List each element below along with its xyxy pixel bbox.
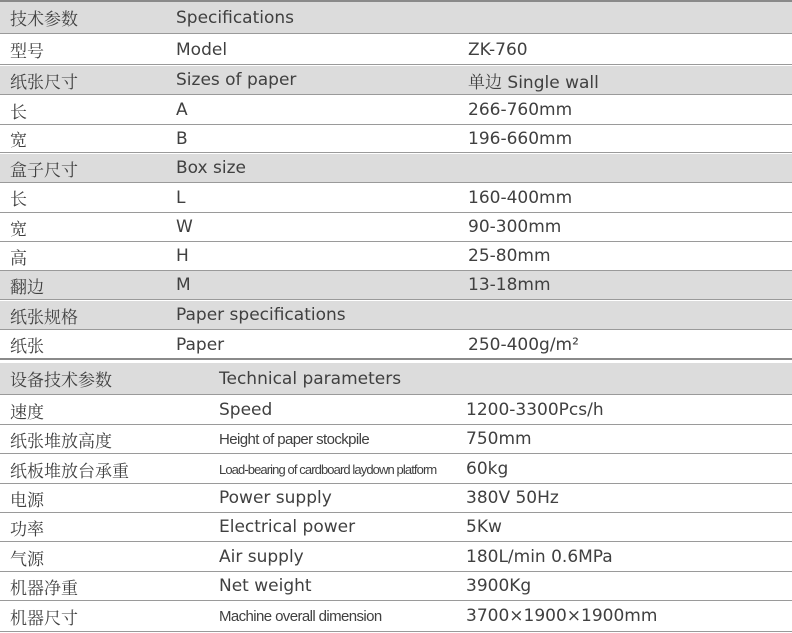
row-value: 266-760mm: [468, 100, 573, 120]
row-label-en: B: [176, 128, 188, 149]
row-value: 250-400g/m²: [468, 334, 579, 355]
spec-row: [0, 96, 792, 125]
row-label-en: Electrical power: [219, 517, 356, 537]
spec-row: [0, 271, 792, 300]
spec-row: [0, 425, 792, 454]
row-label-en: M: [176, 275, 191, 295]
row-label-en: Technical parameters: [219, 368, 402, 389]
row-label-en: Sizes of paper: [176, 70, 297, 90]
row-label-en: Air supply: [219, 547, 304, 567]
row-label-en: Paper specifications: [176, 305, 346, 325]
row-value: 1200-3300Pcs/h: [466, 400, 604, 420]
spec-row: [0, 213, 792, 242]
spec-row: [0, 154, 792, 183]
row-label-cn: 宽: [10, 131, 27, 151]
row-value: 25-80mm: [468, 246, 551, 266]
row-label-en: Net weight: [219, 576, 312, 596]
spec-row: [0, 601, 792, 632]
row-label-cn: 纸张规格: [10, 307, 78, 328]
spec-row: [0, 2, 792, 34]
row-label-cn: 气源: [10, 549, 44, 570]
row-label-cn: 纸板堆放台承重: [10, 461, 129, 482]
row-label-en: Machine overall dimension: [219, 607, 382, 625]
row-value: 196-660mm: [468, 128, 573, 149]
row-value: 750mm: [466, 429, 532, 449]
row-value: 180L/min 0.6MPa: [466, 547, 613, 567]
row-label-cn: 纸张尺寸: [10, 72, 78, 93]
row-label-en: A: [176, 100, 188, 120]
spec-row: [0, 183, 792, 213]
row-label-cn: 设备技术参数: [10, 371, 112, 391]
row-label-cn: 长: [10, 102, 27, 123]
row-label-cn: 翻边: [10, 277, 44, 298]
row-label-en: Model: [176, 39, 228, 60]
row-label-en: Speed: [219, 400, 273, 420]
spec-row: [0, 513, 792, 542]
row-label-cn: 长: [10, 190, 27, 210]
row-label-en: Load-bearing of cardboard laydown platform: [219, 461, 437, 477]
spec-row: [0, 543, 792, 572]
spec-row: [0, 363, 792, 395]
row-label-en: Paper: [176, 334, 225, 355]
row-value: ZK-760: [468, 39, 528, 60]
row-label-cn: 纸张堆放高度: [10, 431, 112, 452]
row-value: 90-300mm: [468, 217, 562, 237]
spec-row: [0, 331, 792, 360]
row-value: 单边 Single wall: [468, 72, 599, 93]
spec-row: [0, 572, 792, 601]
spec-row: [0, 125, 792, 153]
row-label-cn: 速度: [10, 402, 44, 423]
row-label-cn: 电源: [10, 490, 44, 511]
row-label-cn: 功率: [10, 519, 44, 540]
row-label-cn: 技术参数: [10, 10, 78, 30]
spec-row: [0, 301, 792, 330]
spec-row: [0, 242, 792, 271]
row-label-cn: 纸张: [10, 337, 44, 357]
spec-row: [0, 35, 792, 65]
row-label-en: Height of paper stockpile: [219, 430, 370, 448]
row-value: 3700×1900×1900mm: [466, 606, 658, 626]
spec-row: [0, 484, 792, 513]
row-value: 380V 50Hz: [466, 488, 559, 508]
row-label-en: H: [176, 246, 189, 266]
row-label-en: Power supply: [219, 488, 332, 508]
spec-row: [0, 396, 792, 425]
row-label-en: W: [176, 217, 193, 237]
spec-row: [0, 455, 792, 484]
row-label-en: Box size: [176, 158, 246, 178]
row-label-en: L: [176, 187, 186, 208]
spec-row: [0, 66, 792, 95]
row-label-cn: 盒子尺寸: [10, 160, 78, 181]
row-label-en: Specifications: [176, 7, 295, 28]
row-value: 60kg: [466, 459, 509, 479]
row-value: 5Kw: [466, 517, 502, 537]
row-value: 160-400mm: [468, 187, 573, 208]
row-label-cn: 机器净重: [10, 578, 78, 599]
row-label-cn: 宽: [10, 219, 27, 240]
row-label-cn: 型号: [10, 42, 44, 62]
row-value: 13-18mm: [468, 275, 551, 295]
row-label-cn: 机器尺寸: [10, 608, 78, 629]
row-value: 3900Kg: [466, 576, 532, 596]
row-label-cn: 高: [10, 248, 27, 269]
